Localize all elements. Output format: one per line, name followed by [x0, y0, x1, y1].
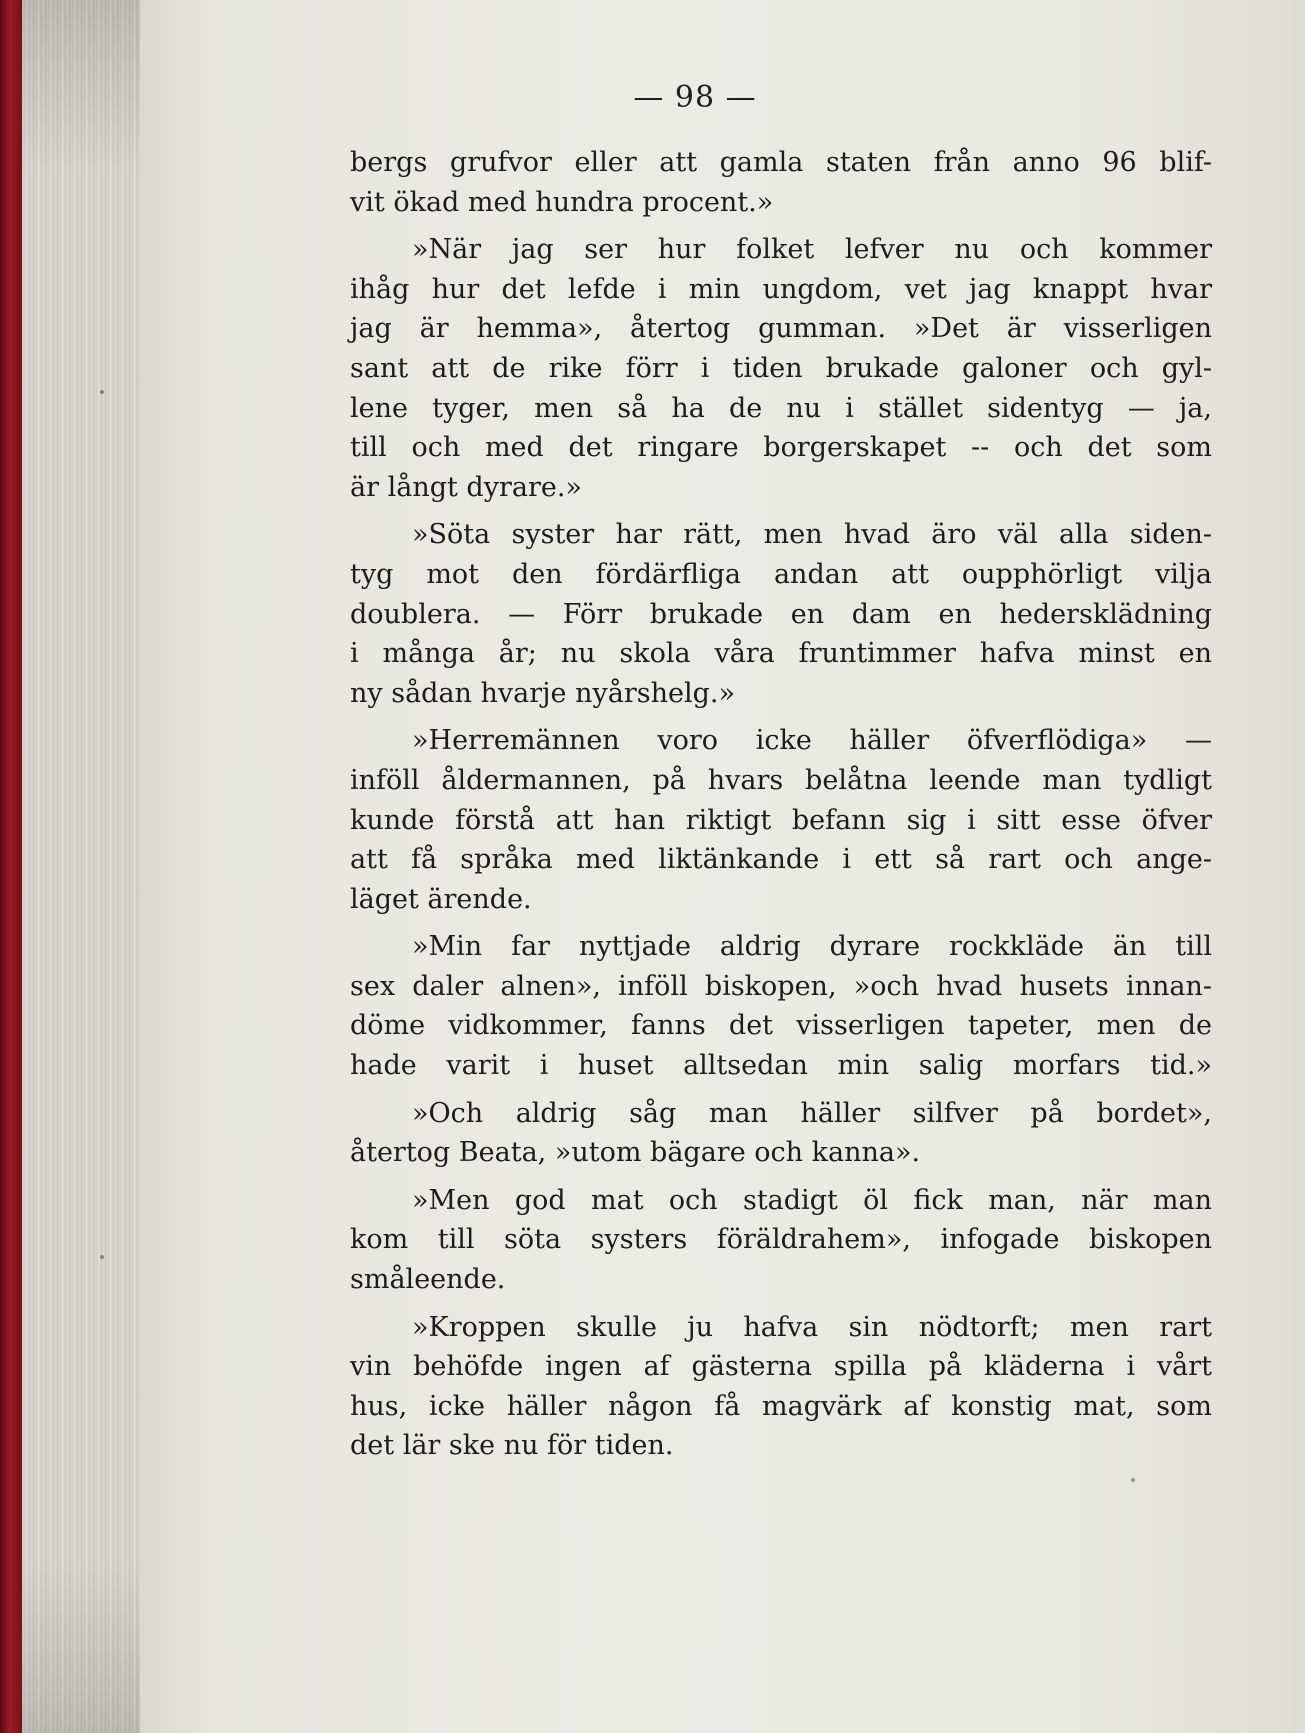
paragraph: [350, 1308, 1212, 1466]
text-line: döme vidkommer, fanns det visserligen tapeter, men de: [350, 1010, 1212, 1042]
text-line: i många år; nu skola våra fruntimmer hafva minst en: [350, 638, 1212, 670]
paragraph: [350, 721, 1212, 919]
text-line: »När jag ser hur folket lefver nu och kommer: [412, 234, 1212, 266]
paragraph: [350, 143, 1212, 222]
paragraph: [350, 230, 1212, 507]
text-line: kunde förstå att han riktigt befann sig i sitt esse öfver: [350, 804, 1212, 836]
text-line: läget ärende.: [350, 883, 532, 915]
text-line: sex daler alnen», inföll biskopen, »och hvad husets innan-: [350, 970, 1212, 1002]
text-line: hus, icke häller någon få magvärk af konstig mat, som: [350, 1390, 1212, 1422]
text-line: lene tyger, men så ha de nu i stället sidentyg — ja,: [350, 392, 1212, 424]
text-line: »Söta syster har rätt, men hvad äro väl alla siden-: [412, 519, 1212, 551]
paper-speck: [1131, 1478, 1135, 1482]
text-line: återtog Beata, »utom bägare och kanna».: [350, 1137, 921, 1169]
page-stack-edge: [22, 0, 140, 1733]
text-line: ny sådan hvarje nyårshelg.»: [350, 677, 736, 709]
text-line: jag är hemma», återtog gumman. »Det är visserligen: [350, 313, 1212, 345]
text-line: det lär ske nu för tiden.: [350, 1430, 674, 1462]
text-line: vin behöfde ingen af gästerna spilla på kläderna i vårt: [350, 1351, 1212, 1383]
paper-speck: [100, 1255, 104, 1259]
text-line: ihåg hur det lefde i min ungdom, vet jag knappt hvar: [350, 273, 1212, 305]
paragraph: [350, 1181, 1212, 1300]
page-body-text: [350, 143, 1212, 1474]
text-line: »Min far nyttjade aldrig dyrare rockkläde än till: [412, 931, 1212, 963]
text-line: är långt dyrare.»: [350, 471, 582, 503]
text-line: »Herremännen voro icke häller öfverflödiga» —: [412, 725, 1212, 757]
text-line: vit ökad med hundra procent.»: [350, 186, 774, 218]
book-page: [140, 0, 1305, 1733]
text-line: »Men god mat och stadigt öl fick man, när man: [412, 1184, 1212, 1216]
text-line: »Kroppen skulle ju hafva sin nödtorft; men rart: [412, 1311, 1212, 1343]
text-line: sant att de rike förr i tiden brukade galoner och gyl-: [350, 352, 1212, 384]
text-line: inföll åldermannen, på hvars belåtna leende man tydligt: [350, 764, 1212, 796]
paragraph: [350, 515, 1212, 713]
text-line: hade varit i huset alltsedan min salig morfars tid.»: [350, 1050, 1212, 1082]
paper-speck: [100, 390, 104, 394]
text-line: till och med det ringare borgerskapet -- och det som: [350, 432, 1212, 464]
text-line: bergs grufvor eller att gamla staten från anno 96 blif-: [350, 147, 1212, 178]
text-line: doublera. — Förr brukade en dam en hedersklädning: [350, 598, 1212, 630]
text-line: att få språka med liktänkande i ett så rart och ange-: [350, 844, 1212, 876]
book-cover-edge: [0, 0, 22, 1733]
page-number: — 98 —: [633, 80, 757, 115]
text-line: småleende.: [350, 1264, 506, 1296]
paragraph: [350, 927, 1212, 1085]
paragraph: [350, 1094, 1212, 1173]
text-line: tyg mot den fördärfliga andan att oupphörligt vilja: [350, 558, 1212, 590]
text-line: kom till söta systers föräldrahem», infogade biskopen: [350, 1224, 1212, 1256]
text-line: »Och aldrig såg man häller silfver på bordet»,: [412, 1097, 1212, 1129]
